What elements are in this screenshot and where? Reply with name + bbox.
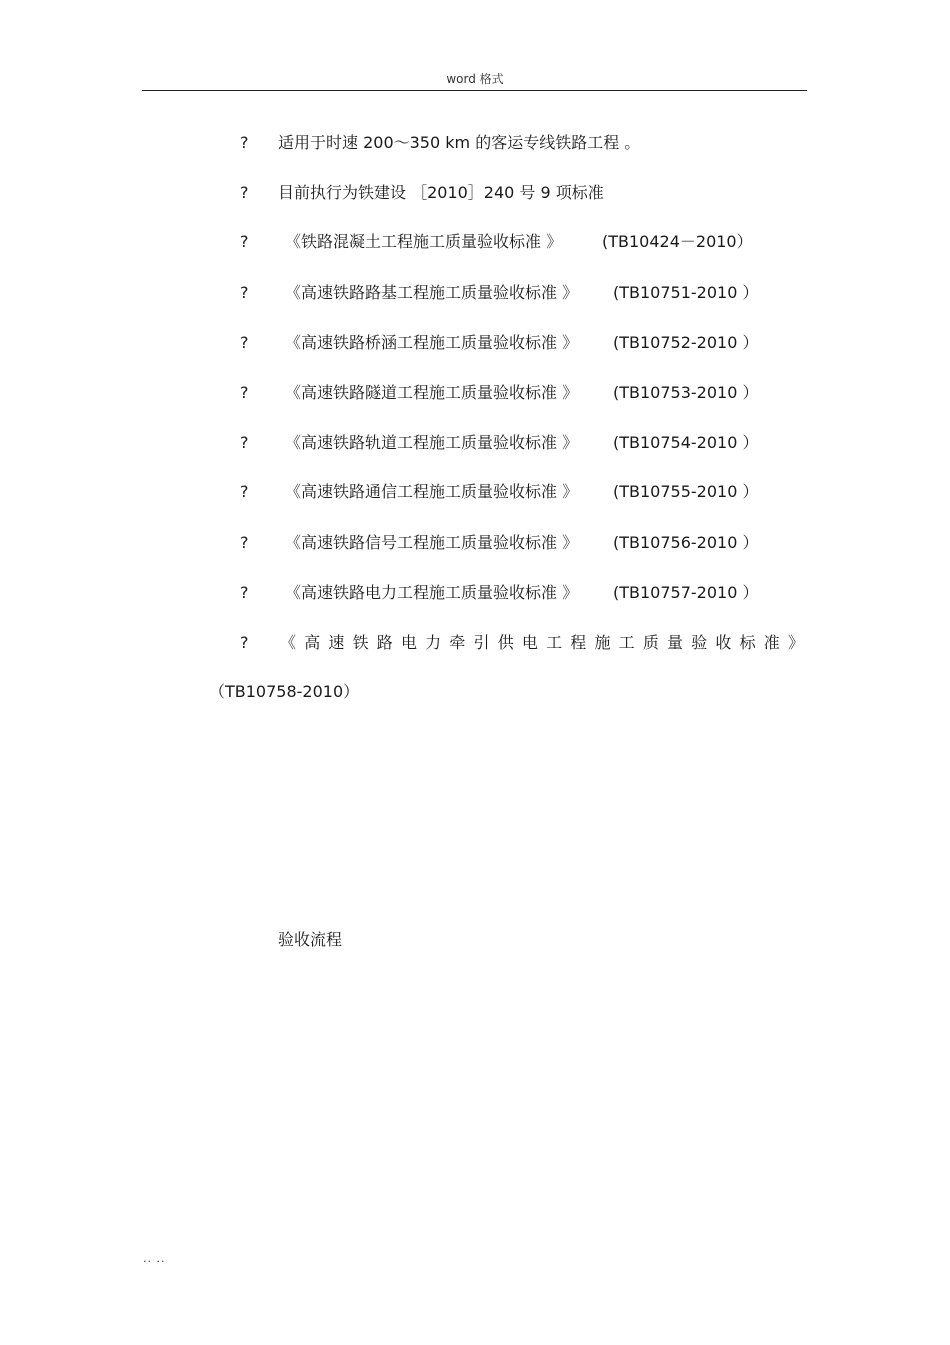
bullet-marker: ? [240, 133, 249, 152]
standard-code: (TB10755-2010 ） [613, 482, 759, 501]
list-item [0, 480, 950, 504]
standard-code: (TB10754-2010 ） [613, 433, 759, 452]
standard-entry [285, 581, 758, 605]
standard-code: （TB10758-2010） [209, 682, 360, 701]
bullet-marker: ? [240, 183, 249, 202]
standard-code: (TB10752-2010 ） [613, 333, 759, 352]
standard-code: (TB10756-2010 ） [613, 533, 759, 552]
list-item [0, 131, 950, 155]
list-item [0, 181, 950, 205]
bullet-marker: ? [240, 533, 249, 552]
header-divider [142, 90, 807, 91]
standard-code: (TB10751-2010 ） [613, 283, 759, 302]
standard-entry [285, 381, 758, 405]
list-item [0, 230, 950, 254]
bullet-marker: ? [240, 583, 249, 602]
bullet-marker: ? [240, 482, 249, 501]
standard-entry [285, 281, 758, 305]
standard-entry [285, 331, 758, 355]
standard-name: 《高速铁路路基工程施工质量验收标准 》 [285, 283, 579, 302]
list-item [0, 531, 950, 555]
list-item [0, 581, 950, 605]
list-item [0, 381, 950, 405]
standard-code: (TB10753-2010 ） [613, 383, 759, 402]
bullet-marker: ? [240, 333, 249, 352]
bullet-marker: ? [240, 283, 249, 302]
page-footer: .. .. [143, 1252, 166, 1265]
list-item [0, 331, 950, 355]
standard-name: 《高速铁路隧道工程施工质量验收标准 》 [285, 383, 579, 402]
standard-name: 《高速铁路信号工程施工质量验收标准 》 [285, 533, 579, 552]
list-item [0, 431, 950, 455]
standard-name: 《高速铁路电力牵引供电工程施工质量验收标准》 [280, 633, 806, 652]
standard-code: (TB10424－2010） [602, 232, 753, 251]
list-item [0, 281, 950, 305]
page-header: word 格式 [446, 72, 504, 86]
standard-entry [285, 230, 753, 254]
standards-intro-text: 目前执行为铁建设 ［2010］240 号 9 项标准 [278, 183, 604, 202]
bullet-marker: ? [240, 633, 249, 652]
standard-name: 《高速铁路通信工程施工质量验收标准 》 [285, 482, 579, 501]
standard-name: 《高速铁路桥涵工程施工质量验收标准 》 [285, 333, 579, 352]
standard-name: 《高速铁路电力工程施工质量验收标准 》 [285, 583, 579, 602]
scope-text: 适用于时速 200～350 km 的客运专线铁路工程 。 [278, 133, 641, 152]
standard-entry [285, 480, 758, 504]
list-item [0, 631, 950, 655]
standard-name: 《铁路混凝土工程施工质量验收标准 》 [285, 232, 563, 251]
section-heading: 验收流程 [278, 930, 343, 949]
standard-entry [285, 531, 758, 555]
standard-name: 《高速铁路轨道工程施工质量验收标准 》 [285, 433, 579, 452]
bullet-marker: ? [240, 433, 249, 452]
bullet-marker: ? [240, 383, 249, 402]
standard-code: (TB10757-2010 ） [613, 583, 759, 602]
bullet-marker: ? [240, 232, 249, 251]
standard-entry [285, 431, 758, 455]
